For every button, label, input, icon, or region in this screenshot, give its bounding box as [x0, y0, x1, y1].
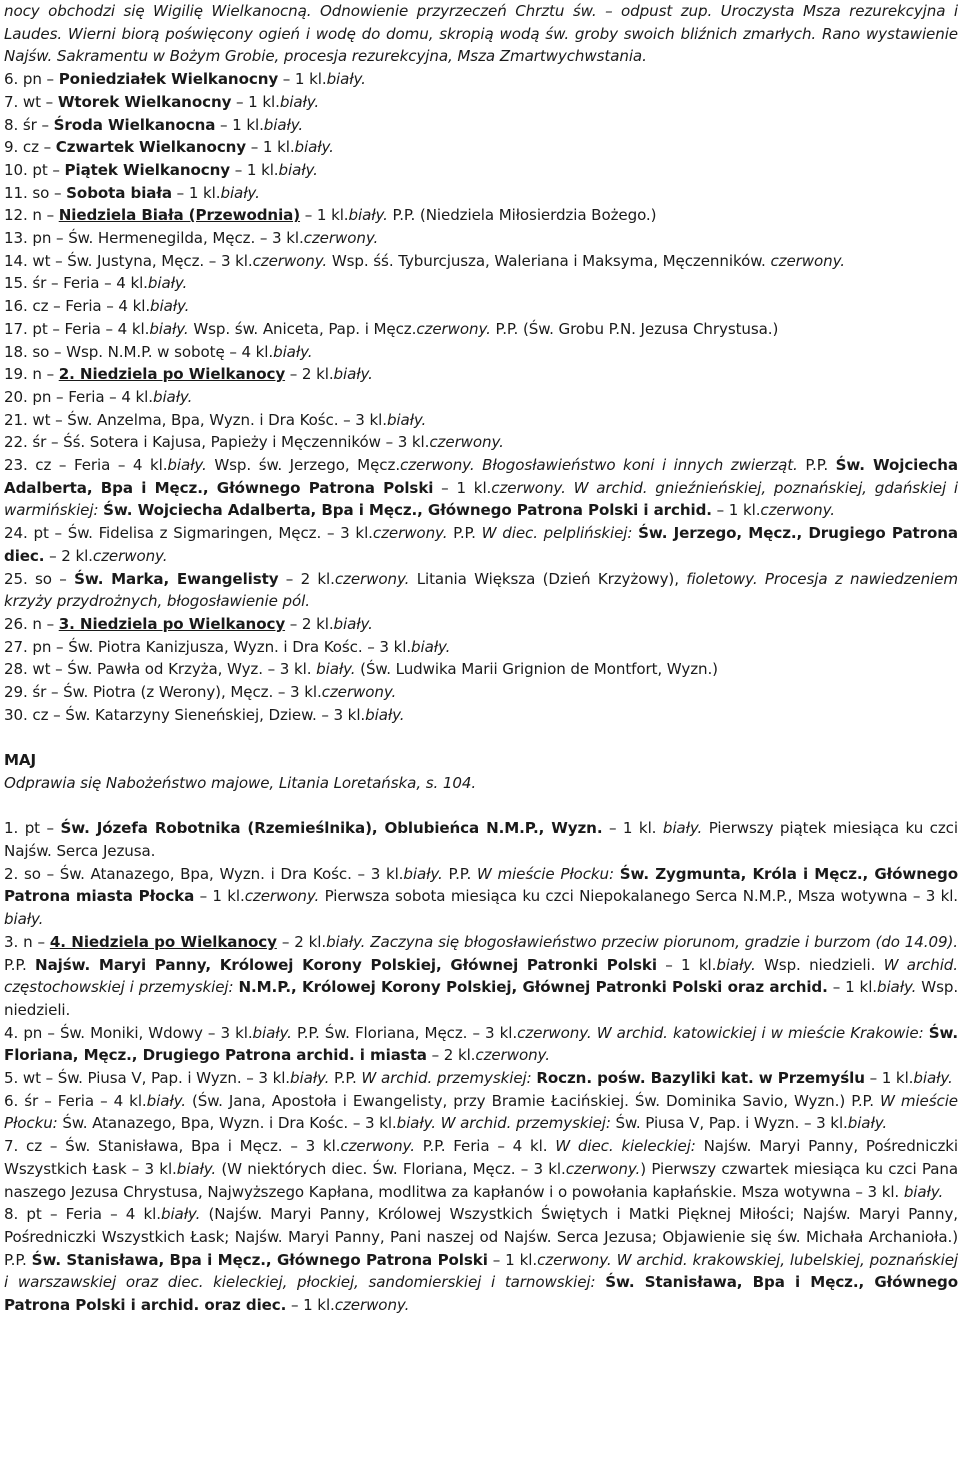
entry-text: biały.	[220, 183, 260, 202]
entry-text: 22. śr – Śś. Sotera i Kajusa, Papieży i Męczenników – 3 kl.	[4, 433, 430, 452]
may-intro-text: Odprawia się Nabożeństwo majowe, Litania Loretańska, s. 104.	[4, 773, 477, 792]
entry-text: – 1 kl.	[194, 887, 245, 906]
entry-text: – 1 kl.	[171, 183, 221, 202]
entry-text: 9. cz –	[4, 138, 56, 157]
entry-text: biały.	[147, 274, 188, 293]
entry-text: biały.	[326, 70, 366, 89]
calendar-entry	[4, 250, 958, 273]
entry-text: biały.	[348, 206, 388, 225]
entry-text: 16. cz – Feria – 4 kl.	[4, 297, 151, 316]
entry-text: czerwony. W archid. gnieźnieńskiej, poznańskiej, gdańskiej i warmińskiej:	[4, 478, 959, 520]
entry-text: ) Pierwszy czwartek miesiąca ku czci Pana naszego Jezusa Chrystusa, Najwyższego Kapłana, modlitwa za kapłanów i o powołania kapłańskie. Msza wotywna – 3 kl.	[4, 1159, 958, 1201]
calendar-entry	[4, 817, 958, 862]
entry-text: Sobota biała	[66, 183, 172, 202]
entry-text: nocy obchodzi się Wigilię Wielkanocną. Odnowienie przyrzeczeń Chrztu św. – odpust zup. Uroczysta Msza rezurekcyjna i Laudes. Wierni biorą poświęcony ogień i wodę do domu, skropią wodą św. groby swoich bliźnich zmarłych. Rano wystawienie Najśw. Sakramentu w Bożym Grobie, procesja rezurekcyjna, Msza Zmartwychwstania.	[4, 2, 958, 66]
entry-text: czerwony.	[760, 501, 835, 520]
entry-text: biały.	[294, 138, 334, 157]
entry-text: biały.	[278, 160, 318, 179]
entry-text: – 1 kl.	[300, 206, 349, 225]
entry-text: 4. pn – Św. Moniki, Wdowy – 3 kl.	[4, 1023, 253, 1042]
calendar-entry	[4, 681, 958, 704]
calendar-entry	[4, 68, 958, 91]
calendar-entry	[4, 136, 958, 159]
entry-text: Wsp. niedzieli.	[755, 955, 884, 974]
entry-text: 2. Niedziela po Wielkanocy	[58, 365, 286, 384]
entry-text: 21. wt – Św. Anzelma, Bpa, Wyzn. i Dra Kośc. – 3 kl.	[4, 410, 387, 429]
calendar-entry	[4, 704, 958, 727]
entry-text: W diec. pelplińskiej:	[481, 524, 633, 543]
entry-text: 4. Niedziela po Wielkanocy	[49, 932, 277, 951]
calendar-entry	[4, 0, 958, 68]
calendar-entry	[4, 613, 958, 636]
calendar-entry	[4, 636, 958, 659]
entry-text: 27. pn – Św. Piotra Kanizjusza, Wyzn. i Dra Kośc. – 3 kl.	[4, 637, 412, 656]
entry-text: Najśw. Maryi Panny, Pośredniczki Wszystkich Łask – 3 kl.	[4, 1137, 958, 1178]
entry-text: czerwony.	[770, 251, 845, 270]
entry-text: Św. Stanisława, Bpa i Męcz., Głównego Patrona Polski i archid. oraz diec.	[4, 1273, 958, 1315]
calendar-entry	[4, 1022, 958, 1067]
entry-text: Litania Większa (Dzień Krzyżowy),	[409, 569, 687, 588]
entry-text: czerwony.	[340, 1137, 415, 1156]
calendar-entry	[4, 1067, 958, 1090]
entry-text: P.P. (Niedziela Miłosierdzia Bożego.)	[387, 206, 657, 225]
entry-text: P.P.	[442, 864, 477, 883]
calendar-entry	[4, 863, 958, 931]
entry-text: 8. śr –	[4, 115, 54, 134]
calendar-entry	[4, 431, 958, 454]
entry-text: W diec. kieleckiej:	[555, 1137, 696, 1156]
entry-text: czerwony.	[244, 887, 320, 906]
entry-text: biały.	[263, 115, 304, 134]
april-calendar-section	[4, 0, 958, 727]
calendar-entry	[4, 363, 958, 386]
calendar-entry	[4, 114, 958, 137]
entry-text: – 1 kl.	[487, 1250, 538, 1269]
entry-text: P.P. Feria – 4 kl.	[414, 1137, 556, 1156]
entry-text: – 2 kl.	[278, 569, 335, 588]
entry-text: 20. pn – Feria – 4 kl.	[4, 387, 153, 406]
entry-text: Św. Józefa Robotnika (Rzemieślnika), Oblubieńca N.M.P., Wyzn.	[60, 819, 603, 838]
entry-text: biały.	[333, 365, 373, 384]
entry-text: Środa Wielkanocna	[53, 115, 216, 134]
entry-text: czerwony.	[303, 229, 379, 248]
entry-text: Piątek Wielkanocny	[64, 160, 231, 179]
entry-text: czerwony. Błogosławieństwo koni i innych zwierząt.	[400, 456, 798, 475]
entry-text: czerwony. W archid. krakowskiej, lubelskiej, poznańskiej i warszawskiej oraz diec. kieleckiej, płockiej, sandomierskiej i tarnowskiej:	[4, 1250, 958, 1292]
entry-text: 26. n –	[4, 614, 59, 633]
entry-text: Poniedziałek Wielkanocny	[58, 70, 279, 89]
entry-text: 3. n –	[4, 932, 50, 951]
entry-text: czerwony.	[429, 433, 504, 452]
calendar-entry	[4, 318, 958, 341]
entry-text: – 2 kl.	[276, 932, 327, 951]
entry-text: (Św. Ludwika Marii Grignion de Montfort, Wyzn.)	[355, 660, 718, 679]
calendar-entry	[4, 341, 958, 364]
entry-text: Wsp. św. Jerzego, Męcz.	[206, 456, 401, 475]
entry-text: – 1 kl.	[231, 92, 280, 111]
entry-text: P.P.	[329, 1069, 362, 1088]
entry-text: – 1 kl.	[711, 501, 761, 520]
entry-text: (Najśw. Maryi Panny, Królowej Wszystkich Świętych i Matki Pięknej Miłości; Najśw. Maryi Panny, Pośredniczki Wszystkich Łask; Najśw. Maryi Panny, Pani naszej od Najśw. Serca Jezusa; Objawienie się św. Michała Archanioła.) P.P.	[4, 1205, 959, 1269]
entry-text: 6. śr – Feria – 4 kl.	[4, 1091, 147, 1110]
entry-text: Św. Marka, Ewangelisty	[74, 569, 279, 588]
entry-text: W archid. częstochowskiej i przemyskiej:	[4, 955, 958, 997]
entry-text: biały.	[403, 864, 443, 883]
entry-text: biały.	[167, 456, 207, 475]
entry-text: biały.	[411, 637, 451, 656]
entry-text: biały.	[876, 978, 917, 997]
entry-text: czerwony.	[334, 1296, 410, 1315]
entry-text: 28. wt – Św. Pawła od Krzyża, Wyz. – 3 kl.	[4, 660, 317, 679]
entry-text: – 2 kl.	[44, 546, 93, 565]
calendar-entry	[4, 295, 958, 318]
entry-text: Wsp. św. Aniceta, Pap. i Męcz.	[188, 319, 417, 338]
calendar-entry	[4, 931, 958, 1022]
entry-text: P.P.	[4, 955, 36, 974]
entry-text: czerwony.	[334, 569, 410, 588]
entry-text: – 2 kl.	[285, 365, 334, 384]
entry-text: W mieście Płocku:	[476, 864, 614, 883]
entry-text: 17. pt – Feria – 4 kl.	[4, 319, 150, 338]
entry-text: biały.	[160, 1205, 201, 1224]
entry-text: – 1 kl.	[602, 819, 663, 838]
entry-text: – 2 kl.	[285, 614, 334, 633]
entry-text: Niedziela Biała (Przewodnia)	[58, 206, 301, 225]
entry-text: 5. wt – Św. Piusa V, Pap. i Wyzn. – 3 kl.	[4, 1069, 290, 1088]
entry-text: – 1 kl.	[656, 955, 717, 974]
calendar-entry	[4, 1135, 958, 1203]
entry-text: 13. pn – Św. Hermenegilda, Męcz. – 3 kl.	[4, 229, 304, 248]
entry-text: 6. pn –	[4, 70, 59, 89]
calendar-entry	[4, 568, 958, 613]
entry-text: – 1 kl.	[433, 478, 492, 497]
entry-text: biały. W archid. przemyskiej:	[396, 1114, 611, 1133]
entry-text: Św. Floriana, Męcz., Drugiego Patrona archid. i miasta	[4, 1023, 958, 1065]
calendar-entry	[4, 227, 958, 250]
calendar-entry	[4, 386, 958, 409]
entry-text: czerwony.	[565, 1159, 641, 1178]
entry-text: – 1 kl.	[278, 70, 327, 89]
entry-text: biały.	[365, 705, 405, 724]
entry-text: – 1 kl.	[215, 115, 264, 134]
entry-text: 3. Niedziela po Wielkanocy	[58, 614, 286, 633]
entry-text: 10. pt –	[4, 160, 65, 179]
entry-text: czerwony.	[252, 251, 328, 270]
calendar-entry	[4, 1090, 958, 1135]
entry-text: biały. Zaczyna się błogosławieństwo przeciw piorunom, gradzie i burzom (do 14.09).	[326, 932, 959, 951]
calendar-entry	[4, 409, 958, 432]
entry-text: 2. so – Św. Atanazego, Bpa, Wyzn. i Dra Kośc. – 3 kl.	[4, 864, 404, 883]
entry-text: 18. so – Wsp. N.M.P. w sobotę – 4 kl.	[4, 342, 274, 361]
calendar-entry	[4, 454, 958, 522]
entry-text: biały.	[150, 297, 190, 316]
entry-text: P.P. Św. Floriana, Męcz. – 3 kl.	[291, 1023, 518, 1042]
entry-text: Św. Jerzego, Męcz., Drugiego Patrona diec.	[4, 524, 959, 565]
calendar-entry	[4, 91, 958, 114]
entry-text: czerwony.	[372, 524, 448, 543]
entry-text: 12. n –	[4, 206, 59, 225]
section-gap	[4, 795, 958, 818]
entry-text: biały.	[252, 1023, 292, 1042]
entry-text: 7. wt –	[4, 92, 58, 111]
entry-text: biały.	[146, 1091, 186, 1110]
entry-text: biały.	[273, 342, 313, 361]
entry-text: – 1 kl.	[864, 1069, 914, 1088]
calendar-entry	[4, 159, 958, 182]
entry-text: P.P. (Św. Grobu P.N. Jezusa Chrystusa.)	[490, 319, 779, 338]
entry-text: P.P.	[797, 456, 836, 475]
entry-text: Wtorek Wielkanocny	[57, 92, 232, 111]
entry-text: 7. cz – Św. Stanisława, Bpa i Męcz. – 3 kl.	[4, 1137, 341, 1156]
entry-text: biały.	[913, 1069, 953, 1088]
entry-text: Św. Wojciecha Adalberta, Bpa i Męcz., Głównego Patrona Polski	[4, 456, 958, 497]
calendar-entry	[4, 204, 958, 227]
entry-text: (W niektórych diec. Św. Floriana, Męcz. – 3 kl.	[216, 1159, 566, 1178]
entry-text: biały.	[290, 1069, 330, 1088]
calendar-entry	[4, 272, 958, 295]
entry-text: Czwartek Wielkanocny	[55, 138, 247, 157]
entry-text: 25. so –	[4, 569, 75, 588]
entry-text: Wsp. śś. Tyburcjusza, Waleriana i Maksyma, Męczenników.	[327, 251, 771, 270]
entry-text: biały.	[176, 1159, 217, 1178]
entry-text: Pierwsza sobota miesiąca ku czci Niepokalanego Serca N.M.P., Msza wotywna – 3 kl.	[319, 887, 958, 906]
entry-text: 14. wt – Św. Justyna, Męcz. – 3 kl.	[4, 251, 253, 270]
entry-text: 11. so –	[4, 183, 67, 202]
entry-text: biały.	[716, 955, 756, 974]
may-calendar-section	[4, 817, 958, 1316]
entry-text: Roczn. pośw. Bazyliki kat. w Przemyślu	[536, 1069, 865, 1088]
entry-text: 1. pt –	[4, 819, 61, 838]
entry-text: biały.	[386, 410, 427, 429]
entry-text	[596, 1273, 606, 1291]
entry-text: czerwony.	[92, 546, 168, 565]
entry-text: 30. cz – Św. Katarzyny Sieneńskiej, Dziew. – 3 kl.	[4, 705, 366, 724]
entry-text: Najśw. Maryi Panny, Królowej Korony Polskiej, Głównej Patronki Polski	[35, 955, 657, 974]
entry-text: biały.	[279, 92, 320, 111]
entry-text: 19. n –	[4, 365, 59, 384]
may-intro-note	[4, 772, 958, 795]
entry-text: Św. Stanisława, Bpa i Męcz., Głównego Patrona Polski	[31, 1250, 488, 1269]
entry-text: biały.	[903, 1182, 944, 1201]
entry-text: W mieście Płocku:	[4, 1091, 958, 1133]
entry-text: czerwony.	[416, 319, 491, 338]
entry-text: biały.	[847, 1114, 888, 1133]
entry-text: – 1 kl.	[230, 160, 279, 179]
entry-text: 23. cz – Feria – 4 kl.	[4, 456, 168, 475]
entry-text: Św. Zygmunta, Króla i Męcz., Głównego Patrona miasta Płocka	[4, 864, 958, 906]
entry-text: Św. Atanazego, Bpa, Wyzn. i Dra Kośc. – 3 kl.	[57, 1114, 397, 1133]
entry-text: biały.	[152, 387, 193, 406]
entry-text: 15. śr – Feria – 4 kl.	[4, 274, 148, 293]
entry-text: 29. śr – Św. Piotra (z Werony), Męcz. – 3 kl.	[4, 683, 322, 702]
entry-text: biały.	[662, 819, 703, 838]
entry-text: biały.	[149, 319, 189, 338]
entry-text: – 1 kl.	[286, 1296, 335, 1315]
entry-text: Św. Piusa V, Pap. i Wyzn. – 3 kl.	[610, 1114, 848, 1133]
entry-text: – 1 kl.	[246, 138, 295, 157]
calendar-entry	[4, 1203, 958, 1317]
entry-text: – 1 kl.	[827, 978, 877, 997]
calendar-entry	[4, 658, 958, 681]
month-header-may: MAJ	[4, 751, 37, 770]
calendar-entry	[4, 522, 958, 567]
entry-text: Pierwszy piątek miesiąca ku czci Najśw. Serca Jezusa.	[4, 819, 958, 860]
section-gap	[4, 727, 958, 750]
entry-text: P.P.	[447, 524, 482, 543]
entry-text: Wsp. niedzieli.	[4, 978, 959, 1019]
entry-text: biały.	[333, 614, 373, 633]
entry-text: – 2 kl.	[426, 1046, 476, 1065]
entry-text: biały.	[4, 910, 44, 929]
entry-text: czerwony.	[475, 1046, 550, 1065]
entry-text: fioletowy. Procesja z nawiedzeniem krzyży przydrożnych, błogosławienie pól.	[4, 569, 958, 611]
entry-text: czerwony.	[321, 683, 397, 702]
entry-text: W archid. przemyskiej:	[361, 1069, 532, 1088]
entry-text: N.M.P., Królowej Korony Polskiej, Głównej Patronki Polski oraz archid.	[238, 978, 828, 997]
entry-text: (Św. Jana, Apostoła i Ewangelisty, przy Bramie Łacińskiej. Św. Dominika Savio, Wyzn.) P.P.	[185, 1091, 880, 1110]
calendar-entry	[4, 182, 958, 205]
entry-text: 24. pt – Św. Fidelisa z Sigmaringen, Męcz. – 3 kl.	[4, 524, 373, 543]
entry-text: Św. Wojciecha Adalberta, Bpa i Męcz., Głównego Patrona Polski i archid.	[103, 501, 712, 520]
entry-text: 8. pt – Feria – 4 kl.	[4, 1205, 161, 1224]
entry-text: biały.	[316, 660, 356, 679]
entry-text: czerwony. W archid. katowickiej i w mieście Krakowie:	[517, 1023, 924, 1042]
